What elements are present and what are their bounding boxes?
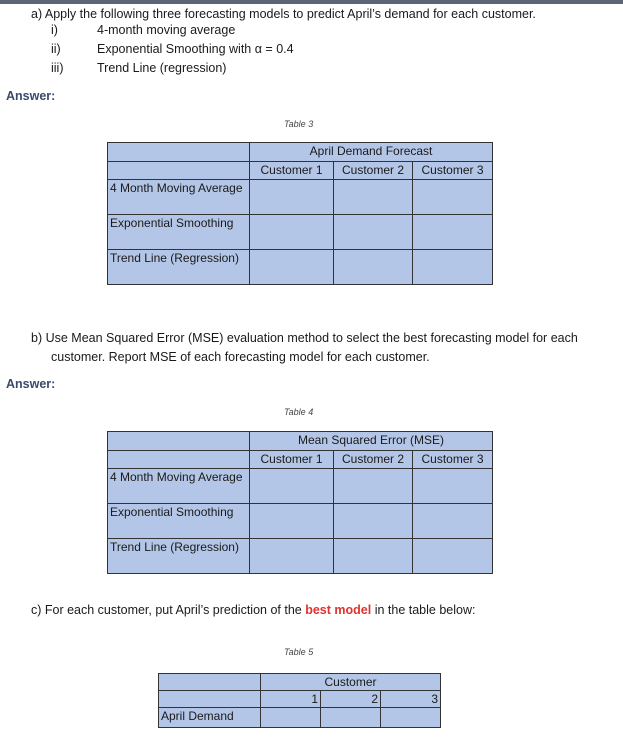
table5-caption: Table 5 — [284, 647, 314, 657]
table4-col-header: Customer 1 — [250, 451, 334, 469]
table4-input-cell[interactable] — [334, 539, 413, 574]
question-c-highlight: best model — [305, 603, 372, 617]
table5-group-header: Customer — [261, 674, 441, 691]
table4-input-cell[interactable] — [250, 539, 334, 574]
table4-caption: Table 4 — [284, 407, 314, 417]
question-a-item-2-num: ii) — [51, 42, 61, 56]
table3-col-header: Customer 1 — [250, 162, 334, 180]
table5-corner-cell-2 — [159, 691, 261, 708]
table3-input-cell[interactable] — [334, 180, 413, 215]
table5-col-header: 1 — [261, 691, 321, 708]
question-a-item-1: 4-month moving average — [97, 23, 236, 37]
table4-input-cell[interactable] — [413, 504, 493, 539]
table3-col-header: Customer 2 — [334, 162, 413, 180]
table3-input-cell[interactable] — [250, 215, 334, 250]
table3-input-cell[interactable] — [413, 180, 493, 215]
table5-input-cell[interactable] — [261, 708, 321, 728]
table4-input-cell[interactable] — [413, 469, 493, 504]
table5-row-label: April Demand — [159, 708, 261, 728]
question-c-prefix: c) For each customer, put April’s prediction of the — [31, 603, 306, 617]
table4-row-label: 4 Month Moving Average — [108, 469, 250, 504]
question-a-item-3-num: iii) — [51, 61, 64, 75]
table5-col-header: 3 — [381, 691, 441, 708]
question-b-line-1: b) Use Mean Squared Error (MSE) evaluation method to select the best forecasting model for each — [31, 331, 578, 345]
table5-col-header: 2 — [321, 691, 381, 708]
table3-row-label: Exponential Smoothing — [108, 215, 250, 250]
top-border — [0, 0, 623, 4]
table5-input-cell[interactable] — [321, 708, 381, 728]
table4-corner-cell-2 — [108, 451, 250, 469]
table4-input-cell[interactable] — [413, 539, 493, 574]
table4-row-label: Trend Line (Regression) — [108, 539, 250, 574]
table4-input-cell[interactable] — [334, 469, 413, 504]
table3-group-header: April Demand Forecast — [250, 143, 493, 162]
table4-corner-cell — [108, 432, 250, 451]
table4-group-header: Mean Squared Error (MSE) — [250, 432, 493, 451]
table3-input-cell[interactable] — [250, 250, 334, 285]
table4-col-header: Customer 3 — [413, 451, 493, 469]
answer-label-b: Answer: — [6, 377, 56, 391]
table3-col-header: Customer 3 — [413, 162, 493, 180]
question-a-item-2: Exponential Smoothing with α = 0.4 — [97, 42, 294, 56]
table3-input-cell[interactable] — [413, 250, 493, 285]
table3-caption: Table 3 — [284, 119, 314, 129]
table3-corner-cell-2 — [108, 162, 250, 180]
question-c-suffix: in the table below: — [371, 603, 476, 617]
table3-input-cell[interactable] — [250, 180, 334, 215]
question-b-line-2: customer. Report MSE of each forecasting model for each customer. — [51, 350, 430, 364]
question-a-item-3: Trend Line (regression) — [97, 61, 227, 75]
table-4 — [107, 431, 493, 574]
table3-row-label: Trend Line (Regression) — [108, 250, 250, 285]
table3-input-cell[interactable] — [413, 215, 493, 250]
table3-input-cell[interactable] — [334, 250, 413, 285]
answer-label-a: Answer: — [6, 89, 56, 103]
table4-input-cell[interactable] — [250, 469, 334, 504]
table4-input-cell[interactable] — [334, 504, 413, 539]
table3-input-cell[interactable] — [334, 215, 413, 250]
question-a-item-1-num: i) — [51, 23, 58, 37]
table4-col-header: Customer 2 — [334, 451, 413, 469]
table3-corner-cell — [108, 143, 250, 162]
table5-input-cell[interactable] — [381, 708, 441, 728]
table5-corner-cell — [159, 674, 261, 691]
table-3 — [107, 142, 493, 285]
table4-input-cell[interactable] — [250, 504, 334, 539]
table4-row-label: Exponential Smoothing — [108, 504, 250, 539]
table3-row-label: 4 Month Moving Average — [108, 180, 250, 215]
question-a-text: a) Apply the following three forecasting models to predict April’s demand for each customer. — [31, 7, 536, 21]
table-5 — [158, 673, 441, 728]
question-c-text — [31, 602, 475, 618]
